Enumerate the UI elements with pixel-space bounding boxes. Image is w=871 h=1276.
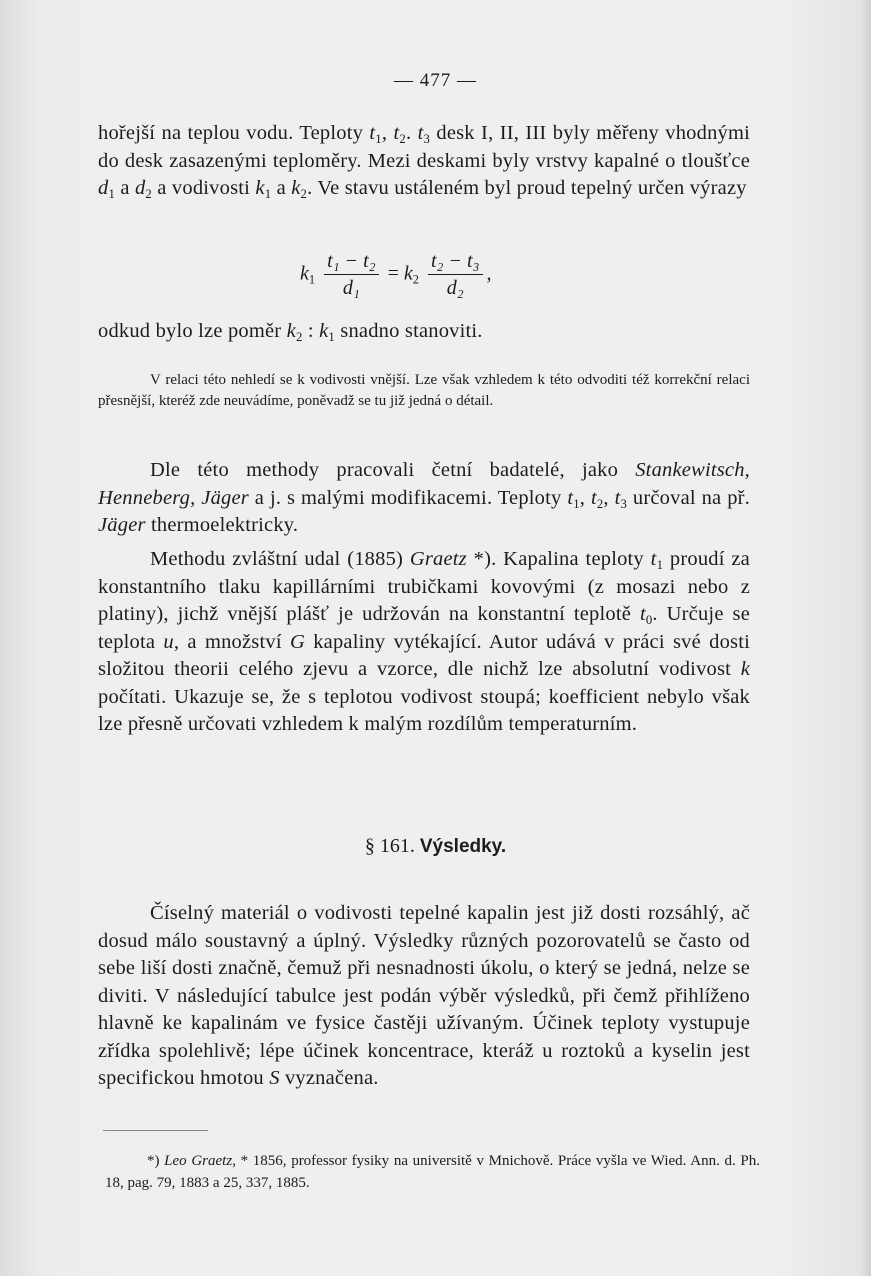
fraction-right: $\frac{\text{t₂ − t₃}}{\text{d₂}}$ bbox=[428, 250, 483, 300]
page-number: — 477 — bbox=[394, 70, 477, 91]
paragraph-ratio: odkud bylo lze poměr $k_2$ : $k_1$ snadno stanoviti. bbox=[98, 320, 483, 344]
paragraph-methods: Dle této methody pracovali četní badatelé, jako Stankewitsch, Henneberg, Jäger a j. s malými modifikacemi. Teploty $t_1$, $t_2$, $t_3$ určoval na př. Jäger thermoelektricky. bbox=[98, 459, 750, 536]
paragraph-results: Číselný materiál o vodivosti tepelné kapalin jest již dosti rozsáhlý, ač dosud málo soustavný a úplný. Výsledky různých pozorovatelů se často od sebe liší dosti značně, čemuž při nesnadnosti úkolu, o který se jedná, nelze se diviti. V následující tabulce jest podán výběr výsledků, při čemž přihlíženo hlavně ke kapalinám ve fysice častěji užívaným. Účinek teploty vystupuje zřídka spolehlivě; lépe účinek koncentrace, kteráž u roztoků a kyselin jest specifickou hmotou S vyznačena. bbox=[98, 902, 750, 1089]
footnote-divider bbox=[103, 1130, 208, 1131]
section-heading: § 161. Výsledky. bbox=[364, 835, 507, 857]
footnote: *) Leo Graetz, * 1856, professor fysiky na universitě v Mnichově. Práce vyšla ve Wied. Ann. d. Ph. 18, pag. 79, 1883 a 25, 337, 1885. bbox=[105, 1153, 760, 1191]
heat-flow-formula: $k_1$ $\frac{\text{t₁ − t₂}}{\text{d₁}}$ = $k_2$ $\frac{\text{t₂ − t₃}}{\text{d₂}}$ , bbox=[300, 250, 492, 299]
small-print-note: V relaci této nehledí se k vodivosti vnější. Lze však vzhledem k této odvoditi též korrekční relaci přesnější, kteréž zde neuvádíme, poněvadž se tu již jedná o détail. bbox=[98, 372, 750, 409]
fraction-left: $\frac{\text{t₁ − t₂}}{\text{d₁}}$ bbox=[324, 250, 379, 300]
paragraph-intro: hořejší na teplou vodu. Teploty $t_1$, $t_2$. $t_3$ desk I, II, III byly měřeny vhodnými do desk zasazenými teploměry. Mezi deskami byly vrstvy kapalné o tloušťce $d_1$ a $d_2$ a vodivosti $k_1$ a $k_2$. Ve stavu ustáleném byl proud tepelný určen výrazy bbox=[98, 122, 751, 201]
paragraph-graetz: Methodu zvláštní udal (1885) Graetz *). Kapalina teploty $t_1$ proudí za konstantního tlaku kapillárními trubičkami kovovými (z mosazi nebo z platiny), jichž vnější plášť je udržován na konstantní teplotě $t_0$. Určuje se teplota u, a množství G kapaliny vytékající. Autor udává v práci své dosti složitou theorii celého zjevu a vzorce, dle nichž lze absolutní vodivost k počítati. Ukazuje se, že s teplotou vodivost stoupá; koefficient nebylo však lze přesně určovati vzhledem k malým rozdílům temperaturním. bbox=[98, 548, 750, 735]
